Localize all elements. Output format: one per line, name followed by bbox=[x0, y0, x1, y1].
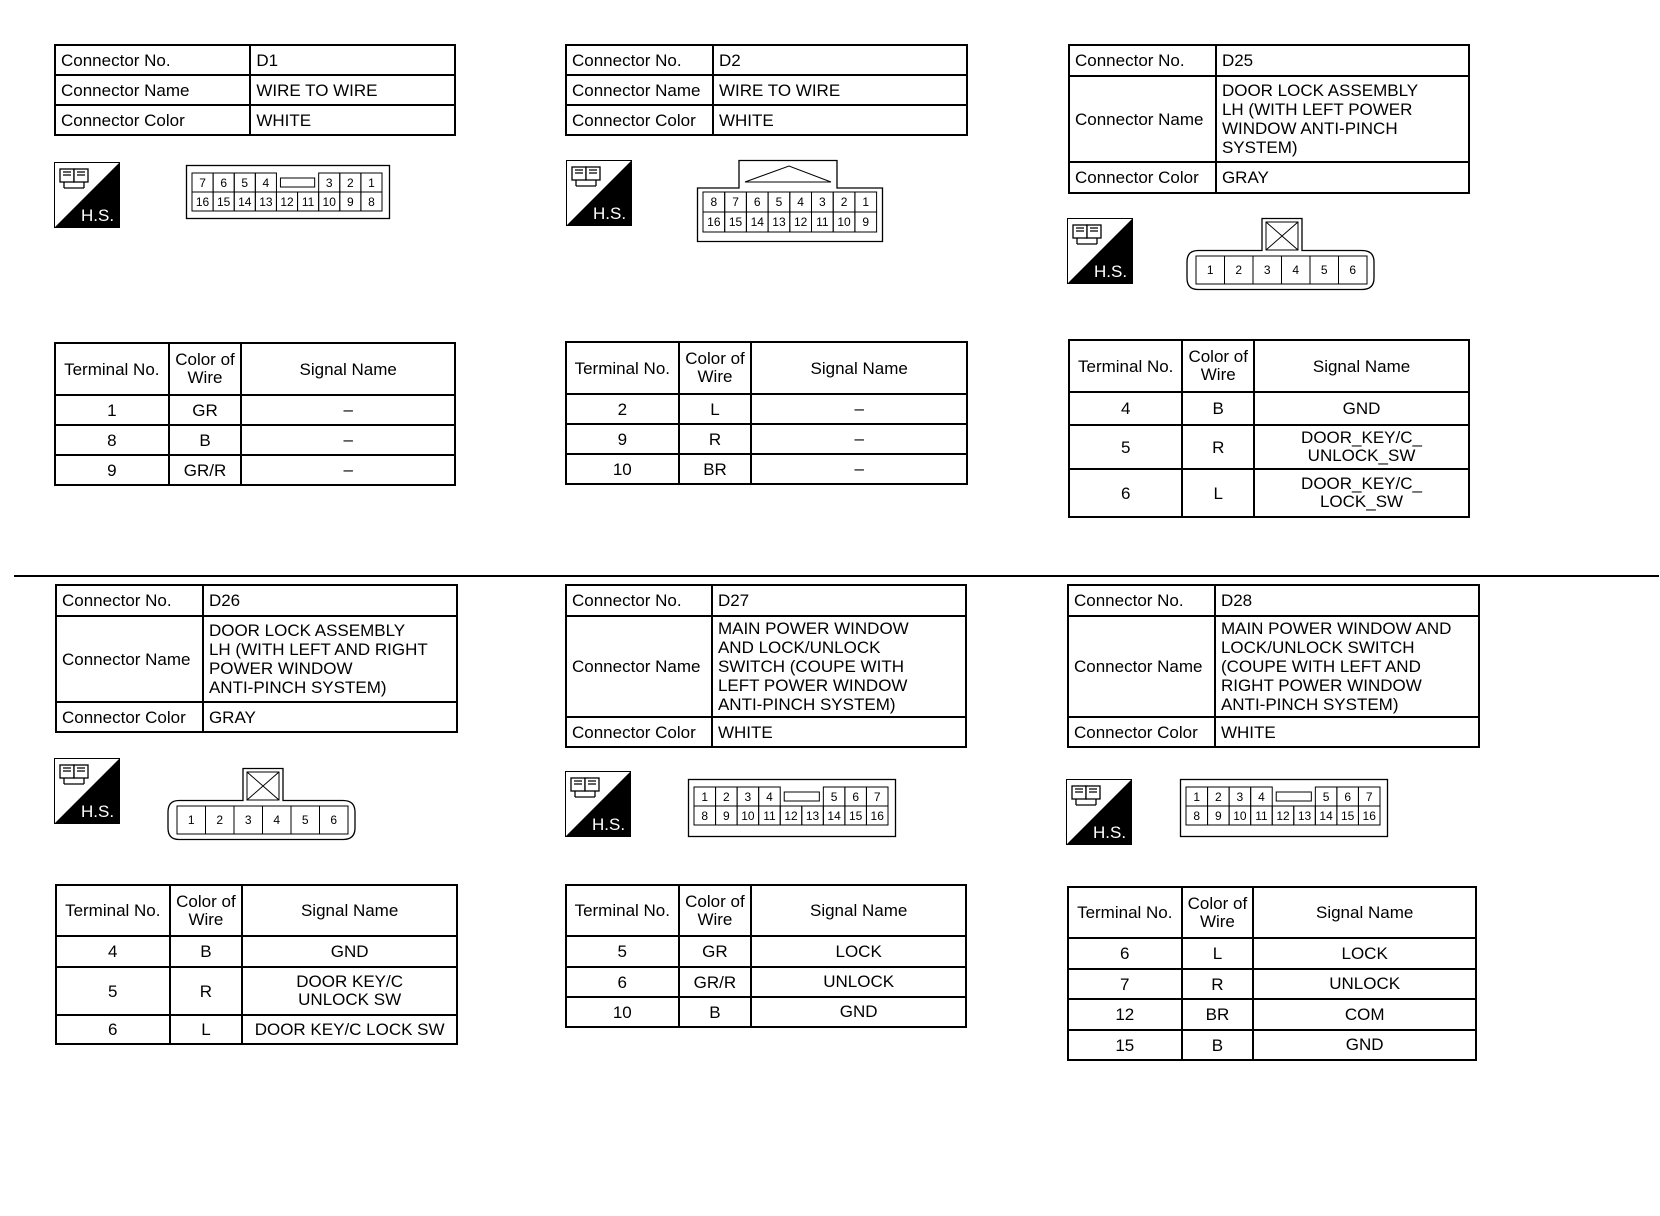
pin-number: 1 bbox=[187, 813, 195, 827]
connector-name-value: DOOR LOCK ASSEMBLY LH (WITH LEFT POWER WINDOW ANTI-PINCH SYSTEM) bbox=[1216, 76, 1469, 162]
signal-name-header: Signal Name bbox=[1254, 340, 1469, 392]
terminal-no-header: Terminal No. bbox=[55, 343, 169, 395]
pin-number: 2 bbox=[216, 813, 224, 827]
hs-label: H.S. bbox=[81, 206, 115, 225]
pin-number: 3 bbox=[819, 195, 826, 209]
connector-name-value: WIRE TO WIRE bbox=[250, 75, 455, 105]
wire-color-header: Color of Wire bbox=[1182, 340, 1254, 392]
connector-number-label: Connector No. bbox=[56, 585, 203, 616]
connector-number-value: D25 bbox=[1216, 45, 1469, 76]
terminal-row bbox=[55, 455, 455, 485]
connector-number-row bbox=[1068, 585, 1479, 616]
pin-number: 2 bbox=[840, 195, 848, 209]
terminal-row bbox=[566, 394, 967, 424]
connector-number-value: D2 bbox=[713, 45, 967, 75]
wire-color: GR bbox=[679, 936, 752, 967]
wire-color: B bbox=[1182, 392, 1254, 425]
connector-name-label: Connector Name bbox=[1068, 616, 1215, 717]
terminal-number: 9 bbox=[55, 455, 169, 485]
pin-number: 5 bbox=[775, 195, 783, 209]
pin-number: 3 bbox=[325, 176, 333, 190]
terminal-no-header: Terminal No. bbox=[1068, 887, 1182, 938]
pin-number: 13 bbox=[1297, 809, 1312, 823]
wire-color: B bbox=[1182, 1030, 1254, 1060]
connector-name-value: DOOR LOCK ASSEMBLY LH (WITH LEFT AND RIGHT POWER WINDOW ANTI-PINCH SYSTEM) bbox=[203, 616, 457, 702]
connector-info-table bbox=[55, 584, 458, 733]
connector-face-diagram bbox=[1186, 218, 1376, 290]
terminal-table-header bbox=[55, 343, 455, 395]
signal-name-header: Signal Name bbox=[1253, 887, 1476, 938]
connector-face-diagram bbox=[697, 160, 883, 242]
hs-label: H.S. bbox=[81, 802, 115, 821]
pin-number: 6 bbox=[852, 790, 860, 804]
signal-name: – bbox=[751, 394, 967, 424]
wire-color-header: Color of Wire bbox=[169, 343, 242, 395]
wire-color: R bbox=[170, 967, 243, 1015]
pin-number: 10 bbox=[837, 215, 851, 229]
pin-number: 5 bbox=[241, 176, 249, 190]
pin-number: 14 bbox=[238, 195, 252, 209]
pin-number: 8 bbox=[710, 195, 718, 209]
terminal-number: 10 bbox=[566, 454, 679, 484]
connector-number-row bbox=[566, 585, 966, 616]
connector-name-row bbox=[566, 75, 967, 105]
wire-color: GR bbox=[169, 395, 242, 425]
terminal-table-header bbox=[566, 342, 967, 394]
hs-icon bbox=[54, 758, 120, 824]
wire-color: L bbox=[170, 1015, 243, 1044]
pin-number: 9 bbox=[722, 809, 730, 823]
connector-name-label: Connector Name bbox=[1069, 76, 1216, 162]
signal-name: – bbox=[751, 424, 967, 454]
pin-number: 12 bbox=[1276, 809, 1290, 823]
signal-name: – bbox=[241, 455, 455, 485]
terminal-row bbox=[566, 454, 967, 484]
wire-color: GR/R bbox=[169, 455, 242, 485]
connector-color-row bbox=[1069, 162, 1469, 193]
terminal-number: 15 bbox=[1068, 1030, 1182, 1060]
wire-color-header: Color of Wire bbox=[679, 342, 752, 394]
connector-color-label: Connector Color bbox=[1069, 162, 1216, 193]
section-divider bbox=[14, 575, 1659, 577]
pin-number: 7 bbox=[199, 176, 206, 190]
pin-number: 14 bbox=[827, 809, 841, 823]
signal-name: DOOR KEY/C UNLOCK SW bbox=[242, 967, 457, 1015]
pin-number: 13 bbox=[259, 195, 273, 209]
wire-color: R bbox=[679, 424, 752, 454]
signal-name-header: Signal Name bbox=[751, 885, 966, 936]
wire-color: L bbox=[1182, 938, 1254, 969]
connector-name-row bbox=[55, 75, 455, 105]
connector-color-row bbox=[55, 105, 455, 135]
pin-number: 6 bbox=[220, 176, 228, 190]
terminal-number: 4 bbox=[56, 936, 170, 967]
terminal-row bbox=[1068, 999, 1476, 1030]
connector-color-row bbox=[56, 702, 457, 732]
wire-color: BR bbox=[679, 454, 752, 484]
signal-name: GND bbox=[751, 997, 966, 1027]
pin-number: 10 bbox=[322, 195, 336, 209]
wire-color: B bbox=[679, 997, 752, 1027]
pin-number: 5 bbox=[301, 813, 309, 827]
hs-label: H.S. bbox=[1094, 262, 1128, 281]
signal-name: COM bbox=[1253, 999, 1476, 1030]
signal-name: DOOR_KEY/C_ UNLOCK_SW bbox=[1254, 425, 1469, 469]
pin-number: 7 bbox=[873, 790, 881, 804]
pin-number: 2 bbox=[346, 176, 354, 190]
connector-info-table bbox=[565, 584, 967, 748]
signal-name: DOOR_KEY/C_ LOCK_SW bbox=[1254, 469, 1469, 517]
pin-number: 11 bbox=[763, 809, 776, 823]
pin-number: 1 bbox=[862, 195, 870, 209]
terminal-row bbox=[566, 936, 966, 967]
pin-number: 16 bbox=[707, 215, 721, 229]
connector-info-table bbox=[1067, 584, 1480, 748]
hs-icon bbox=[1067, 218, 1133, 284]
terminal-number: 8 bbox=[55, 425, 169, 455]
terminal-table bbox=[1068, 339, 1470, 518]
pin-number: 5 bbox=[830, 790, 838, 804]
connector-color-row bbox=[1068, 717, 1479, 747]
connector-number-row bbox=[1069, 45, 1469, 76]
pin-number: 6 bbox=[1349, 263, 1357, 277]
terminal-row bbox=[566, 424, 967, 454]
terminal-number: 6 bbox=[566, 967, 679, 997]
wire-color: L bbox=[1182, 469, 1254, 517]
terminal-number: 7 bbox=[1068, 969, 1182, 999]
pin-number: 8 bbox=[701, 809, 709, 823]
pin-number: 9 bbox=[346, 195, 354, 209]
connector-info-table bbox=[565, 44, 968, 136]
terminal-row bbox=[566, 997, 966, 1027]
wire-color-header: Color of Wire bbox=[170, 885, 243, 936]
pin-number: 4 bbox=[262, 176, 270, 190]
pin-number: 11 bbox=[816, 215, 829, 229]
pin-number: 4 bbox=[1292, 263, 1300, 277]
terminal-table bbox=[54, 342, 456, 486]
connector-number-row bbox=[55, 45, 455, 75]
pin-number: 13 bbox=[772, 215, 786, 229]
signal-name: – bbox=[751, 454, 967, 484]
terminal-table-header bbox=[1069, 340, 1469, 392]
pin-number: 14 bbox=[750, 215, 764, 229]
wire-color: L bbox=[679, 394, 752, 424]
signal-name-header: Signal Name bbox=[242, 885, 457, 936]
terminal-row bbox=[55, 425, 455, 455]
terminal-no-header: Terminal No. bbox=[566, 885, 679, 936]
pin-number: 8 bbox=[368, 195, 375, 209]
terminal-number: 2 bbox=[566, 394, 679, 424]
connector-number-value: D28 bbox=[1215, 585, 1479, 616]
pin-number: 4 bbox=[797, 195, 804, 209]
pin-number: 15 bbox=[1340, 809, 1355, 823]
wire-color: R bbox=[1182, 969, 1254, 999]
connector-number-label: Connector No. bbox=[1068, 585, 1215, 616]
terminal-row bbox=[56, 936, 457, 967]
pin-number: 2 bbox=[722, 790, 730, 804]
terminal-row bbox=[56, 1015, 457, 1044]
pin-number: 7 bbox=[732, 195, 739, 209]
pin-number: 6 bbox=[753, 195, 761, 209]
signal-name: GND bbox=[1254, 392, 1469, 425]
terminal-no-header: Terminal No. bbox=[56, 885, 170, 936]
pin-number: 5 bbox=[1320, 263, 1328, 277]
connector-color-value: GRAY bbox=[1216, 162, 1469, 193]
connector-name-label: Connector Name bbox=[566, 75, 713, 105]
hs-icon bbox=[565, 771, 631, 837]
pin-number: 13 bbox=[805, 809, 820, 823]
connector-color-value: WHITE bbox=[1215, 717, 1479, 747]
connector-name-label: Connector Name bbox=[566, 616, 712, 717]
wire-color-header: Color of Wire bbox=[1182, 887, 1254, 938]
connector-color-row bbox=[566, 105, 967, 135]
pin-number: 3 bbox=[744, 790, 752, 804]
terminal-row bbox=[1068, 1030, 1476, 1060]
pin-number: 9 bbox=[1214, 809, 1222, 823]
connector-name-row bbox=[56, 616, 457, 702]
connector-color-label: Connector Color bbox=[566, 717, 712, 747]
pin-number: 4 bbox=[273, 813, 281, 827]
terminal-table-header bbox=[56, 885, 457, 936]
signal-name: LOCK bbox=[751, 936, 966, 967]
signal-name: DOOR KEY/C LOCK SW bbox=[242, 1015, 457, 1044]
terminal-table bbox=[565, 341, 968, 485]
connector-color-value: WHITE bbox=[712, 717, 966, 747]
connector-color-label: Connector Color bbox=[56, 702, 203, 732]
connector-color-label: Connector Color bbox=[1068, 717, 1215, 747]
terminal-number: 10 bbox=[566, 997, 679, 1027]
connector-info-table bbox=[1068, 44, 1470, 194]
connector-name-value: MAIN POWER WINDOW AND LOCK/UNLOCK SWITCH (COUPE WITH LEFT AND RIGHT POWER WINDOW ANTI-PINCH SYSTEM) bbox=[1215, 616, 1479, 717]
pin-number: 11 bbox=[1255, 809, 1268, 823]
terminal-no-header: Terminal No. bbox=[566, 342, 679, 394]
pin-number: 8 bbox=[1193, 809, 1201, 823]
pin-number: 15 bbox=[728, 215, 743, 229]
hs-icon bbox=[54, 162, 120, 228]
signal-name: – bbox=[241, 395, 455, 425]
connector-color-row bbox=[566, 717, 966, 747]
pin-number: 5 bbox=[1322, 790, 1330, 804]
pin-number: 1 bbox=[368, 176, 375, 190]
connector-face-diagram bbox=[1180, 779, 1388, 837]
pin-number: 2 bbox=[1214, 790, 1222, 804]
connector-number-value: D1 bbox=[250, 45, 455, 75]
connector-number-value: D26 bbox=[203, 585, 457, 616]
wire-color: B bbox=[169, 425, 242, 455]
pin-number: 16 bbox=[1362, 809, 1376, 823]
pin-number: 1 bbox=[1193, 790, 1201, 804]
hs-icon bbox=[566, 160, 632, 226]
connector-number-value: D27 bbox=[712, 585, 966, 616]
terminal-number: 1 bbox=[55, 395, 169, 425]
pin-number: 7 bbox=[1365, 790, 1373, 804]
pin-number: 1 bbox=[1206, 263, 1214, 277]
pin-number: 4 bbox=[766, 790, 773, 804]
terminal-number: 6 bbox=[56, 1015, 170, 1044]
hs-label: H.S. bbox=[1093, 823, 1127, 842]
wire-color: BR bbox=[1182, 999, 1254, 1030]
connector-number-label: Connector No. bbox=[55, 45, 250, 75]
terminal-no-header: Terminal No. bbox=[1069, 340, 1182, 392]
terminal-table-header bbox=[1068, 887, 1476, 938]
connector-color-value: WHITE bbox=[713, 105, 967, 135]
signal-name-header: Signal Name bbox=[751, 342, 967, 394]
connector-color-label: Connector Color bbox=[55, 105, 250, 135]
connector-name-label: Connector Name bbox=[56, 616, 203, 702]
connector-number-row bbox=[566, 45, 967, 75]
pin-number: 3 bbox=[244, 813, 252, 827]
connector-name-value: WIRE TO WIRE bbox=[713, 75, 967, 105]
connector-name-label: Connector Name bbox=[55, 75, 250, 105]
connector-name-value: MAIN POWER WINDOW AND LOCK/UNLOCK SWITCH (COUPE WITH LEFT POWER WINDOW ANTI-PINCH SYSTEM) bbox=[712, 616, 966, 717]
terminal-number: 5 bbox=[566, 936, 679, 967]
signal-name: GND bbox=[242, 936, 457, 967]
pin-number: 10 bbox=[741, 809, 755, 823]
terminal-number: 12 bbox=[1068, 999, 1182, 1030]
terminal-table bbox=[1067, 886, 1477, 1061]
terminal-table bbox=[565, 884, 967, 1028]
terminal-number: 6 bbox=[1069, 469, 1182, 517]
terminal-row bbox=[1068, 969, 1476, 999]
signal-name: – bbox=[241, 425, 455, 455]
signal-name: UNLOCK bbox=[1253, 969, 1476, 999]
pin-number: 16 bbox=[870, 809, 884, 823]
terminal-number: 5 bbox=[56, 967, 170, 1015]
pin-number: 6 bbox=[330, 813, 338, 827]
pin-number: 9 bbox=[862, 215, 870, 229]
pin-number: 3 bbox=[1263, 263, 1271, 277]
connector-color-label: Connector Color bbox=[566, 105, 713, 135]
pin-number: 12 bbox=[793, 215, 808, 229]
connector-face-diagram bbox=[186, 165, 390, 219]
connector-color-value: WHITE bbox=[250, 105, 455, 135]
terminal-row bbox=[1069, 425, 1469, 469]
terminal-row bbox=[566, 967, 966, 997]
pin-number: 10 bbox=[1233, 809, 1247, 823]
pin-number: 6 bbox=[1344, 790, 1352, 804]
pin-number: 12 bbox=[784, 809, 798, 823]
connector-name-row bbox=[1068, 616, 1479, 717]
terminal-row bbox=[56, 967, 457, 1015]
pin-number: 15 bbox=[848, 809, 863, 823]
connector-face-diagram bbox=[167, 768, 357, 840]
connector-number-label: Connector No. bbox=[1069, 45, 1216, 76]
hs-label: H.S. bbox=[592, 815, 626, 834]
pin-number: 11 bbox=[301, 195, 315, 209]
connector-number-label: Connector No. bbox=[566, 585, 712, 616]
connector-face-diagram bbox=[688, 779, 896, 837]
terminal-row bbox=[1068, 938, 1476, 969]
connector-name-row bbox=[566, 616, 966, 717]
terminal-row bbox=[1069, 392, 1469, 425]
connector-info-table bbox=[54, 44, 456, 136]
hs-icon bbox=[1066, 779, 1132, 845]
wire-color: R bbox=[1182, 425, 1254, 469]
terminal-table-header bbox=[566, 885, 966, 936]
hs-label: H.S. bbox=[593, 204, 627, 223]
terminal-number: 5 bbox=[1069, 425, 1182, 469]
connector-number-label: Connector No. bbox=[566, 45, 713, 75]
signal-name-header: Signal Name bbox=[241, 343, 455, 395]
pin-number: 14 bbox=[1319, 809, 1333, 823]
pin-number: 4 bbox=[1258, 790, 1265, 804]
pin-number: 16 bbox=[195, 195, 210, 209]
connector-name-row bbox=[1069, 76, 1469, 162]
terminal-row bbox=[55, 395, 455, 425]
signal-name: LOCK bbox=[1253, 938, 1476, 969]
terminal-number: 6 bbox=[1068, 938, 1182, 969]
pin-number: 2 bbox=[1235, 263, 1243, 277]
terminal-table bbox=[55, 884, 458, 1045]
terminal-number: 4 bbox=[1069, 392, 1182, 425]
wire-color: B bbox=[170, 936, 243, 967]
terminal-number: 9 bbox=[566, 424, 679, 454]
pin-number: 15 bbox=[216, 195, 231, 209]
pin-number: 1 bbox=[701, 790, 709, 804]
pin-number: 3 bbox=[1236, 790, 1244, 804]
connector-number-row bbox=[56, 585, 457, 616]
connector-color-value: GRAY bbox=[203, 702, 457, 732]
wire-color-header: Color of Wire bbox=[679, 885, 752, 936]
terminal-row bbox=[1069, 469, 1469, 517]
signal-name: UNLOCK bbox=[751, 967, 966, 997]
signal-name: GND bbox=[1253, 1030, 1476, 1060]
wire-color: GR/R bbox=[679, 967, 752, 997]
pin-number: 12 bbox=[280, 195, 294, 209]
